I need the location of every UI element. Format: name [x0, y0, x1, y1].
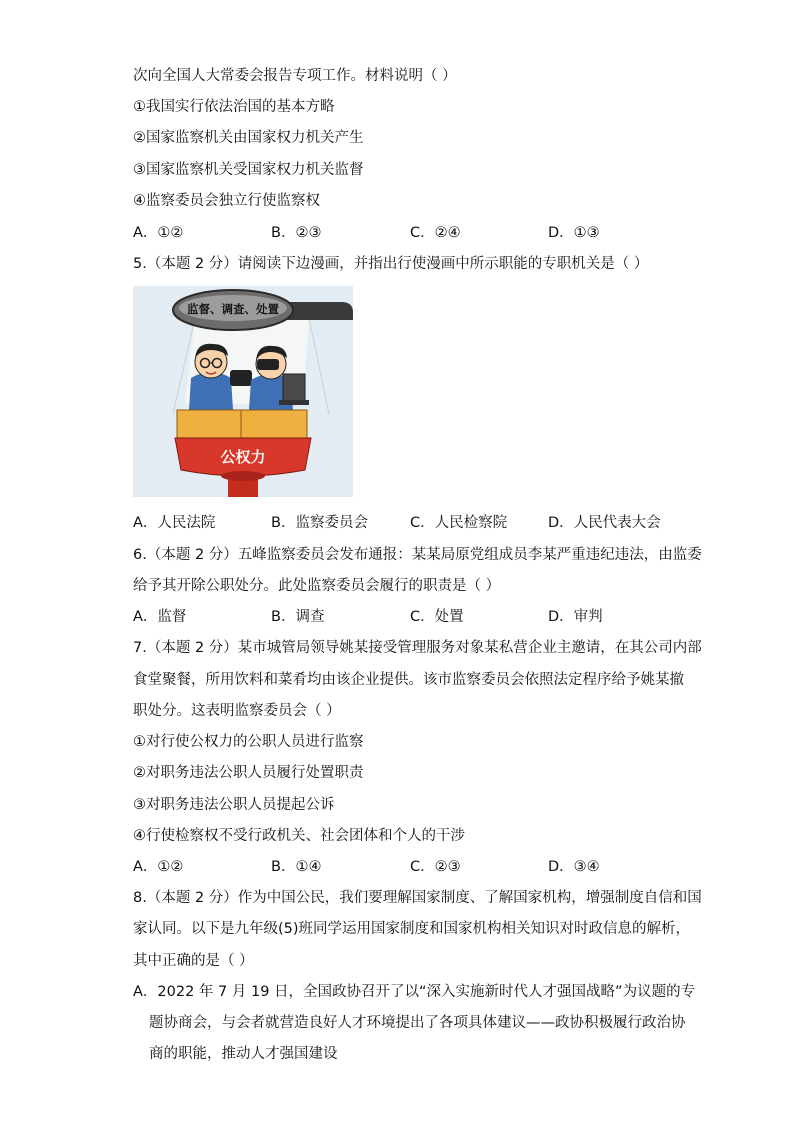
q4-stem-end: 次向全国人大常委会报告专项工作。材料说明（ ）	[133, 68, 457, 84]
q8-option-a-line-2: 题协商会，与会者就营造良好人才环境提出了各项具体建议——政协积极履行政治协	[149, 1015, 686, 1031]
q6-stem-line-2: 给予其开除公职处分。此处监察委员会履行的职责是（ ）	[133, 578, 501, 594]
q8-stem-line-3: 其中正确的是（ ）	[133, 953, 254, 969]
q5-option-c[interactable]: C．人民检察院	[410, 515, 508, 531]
magnifier-label: 监督、调查、处置	[187, 302, 279, 316]
q7-stem-line-3: 职处分。这表明监察委员会（ ）	[133, 703, 341, 719]
q4-statement-4: ④监察委员会独立行使监察权	[133, 193, 320, 209]
q7-statement-4: ④行使检察权不受行政机关、社会团体和个人的干涉	[133, 828, 465, 844]
q4-statement-1: ①我国实行依法治国的基本方略	[133, 99, 335, 115]
q7-option-c[interactable]: C．②③	[410, 859, 461, 875]
supervision-cartoon	[133, 286, 353, 497]
q7-option-d[interactable]: D．③④	[548, 859, 600, 875]
q5-option-a[interactable]: A．人民法院	[133, 515, 216, 531]
q8-option-a-line-1[interactable]: A．2022 年 7 月 19 日，全国政协召开了以“深入实施新时代人才强国战略”为议题的专	[133, 984, 696, 1000]
q7-stem-line-2: 食堂聚餐，所用饮料和菜肴均由该企业提供。该市监察委员会依照法定程序给予姚某撤	[133, 672, 684, 688]
q4-statement-3: ③国家监察机关受国家权力机关监督	[133, 162, 364, 178]
q4-statement-2: ②国家监察机关由国家权力机关产生	[133, 130, 364, 146]
podium-label: 公权力	[220, 448, 266, 466]
q6-option-d[interactable]: D．审判	[548, 609, 603, 625]
q6-option-c[interactable]: C．处置	[410, 609, 464, 625]
q7-statement-3: ③对职务违法公职人员提起公诉	[133, 797, 335, 813]
q8-stem-line-2: 家认同。以下是九年级(5)班同学运用国家制度和国家机构相关知识对时政信息的解析，	[133, 921, 691, 937]
q7-option-b[interactable]: B．①④	[271, 859, 322, 875]
q7-stem-line-1: 7.（本题 2 分）某市城管局领导姚某接受管理服务对象某私营企业主邀请，在其公司内部	[133, 640, 702, 656]
q7-statement-1: ①对行使公权力的公职人员进行监察	[133, 734, 364, 750]
q7-option-a[interactable]: A．①②	[133, 859, 184, 875]
q6-stem-line-1: 6.（本题 2 分）五峰监察委员会发布通报：某某局原党组成员李某严重违纪违法，由监委	[133, 547, 702, 563]
q7-statement-2: ②对职务违法公职人员履行处置职责	[133, 765, 364, 781]
q4-option-d[interactable]: D．①③	[548, 225, 600, 241]
q8-stem-line-1: 8.（本题 2 分）作为中国公民，我们要理解国家制度、了解国家机构，增强制度自信和国	[133, 890, 702, 906]
q6-option-b[interactable]: B．调查	[271, 609, 325, 625]
q4-option-c[interactable]: C．②④	[410, 225, 461, 241]
q4-option-a[interactable]: A．①②	[133, 225, 184, 241]
q5-option-b[interactable]: B．监察委员会	[271, 515, 368, 531]
q5-option-d[interactable]: D．人民代表大会	[548, 515, 661, 531]
q4-option-b[interactable]: B．②③	[271, 225, 322, 241]
q6-option-a[interactable]: A．监督	[133, 609, 187, 625]
q8-option-a-line-3: 商的职能，推动人才强国建设	[149, 1046, 338, 1062]
q5-stem: 5.（本题 2 分）请阅读下边漫画，并指出行使漫画中所示职能的专职机关是（ ）	[133, 256, 649, 272]
